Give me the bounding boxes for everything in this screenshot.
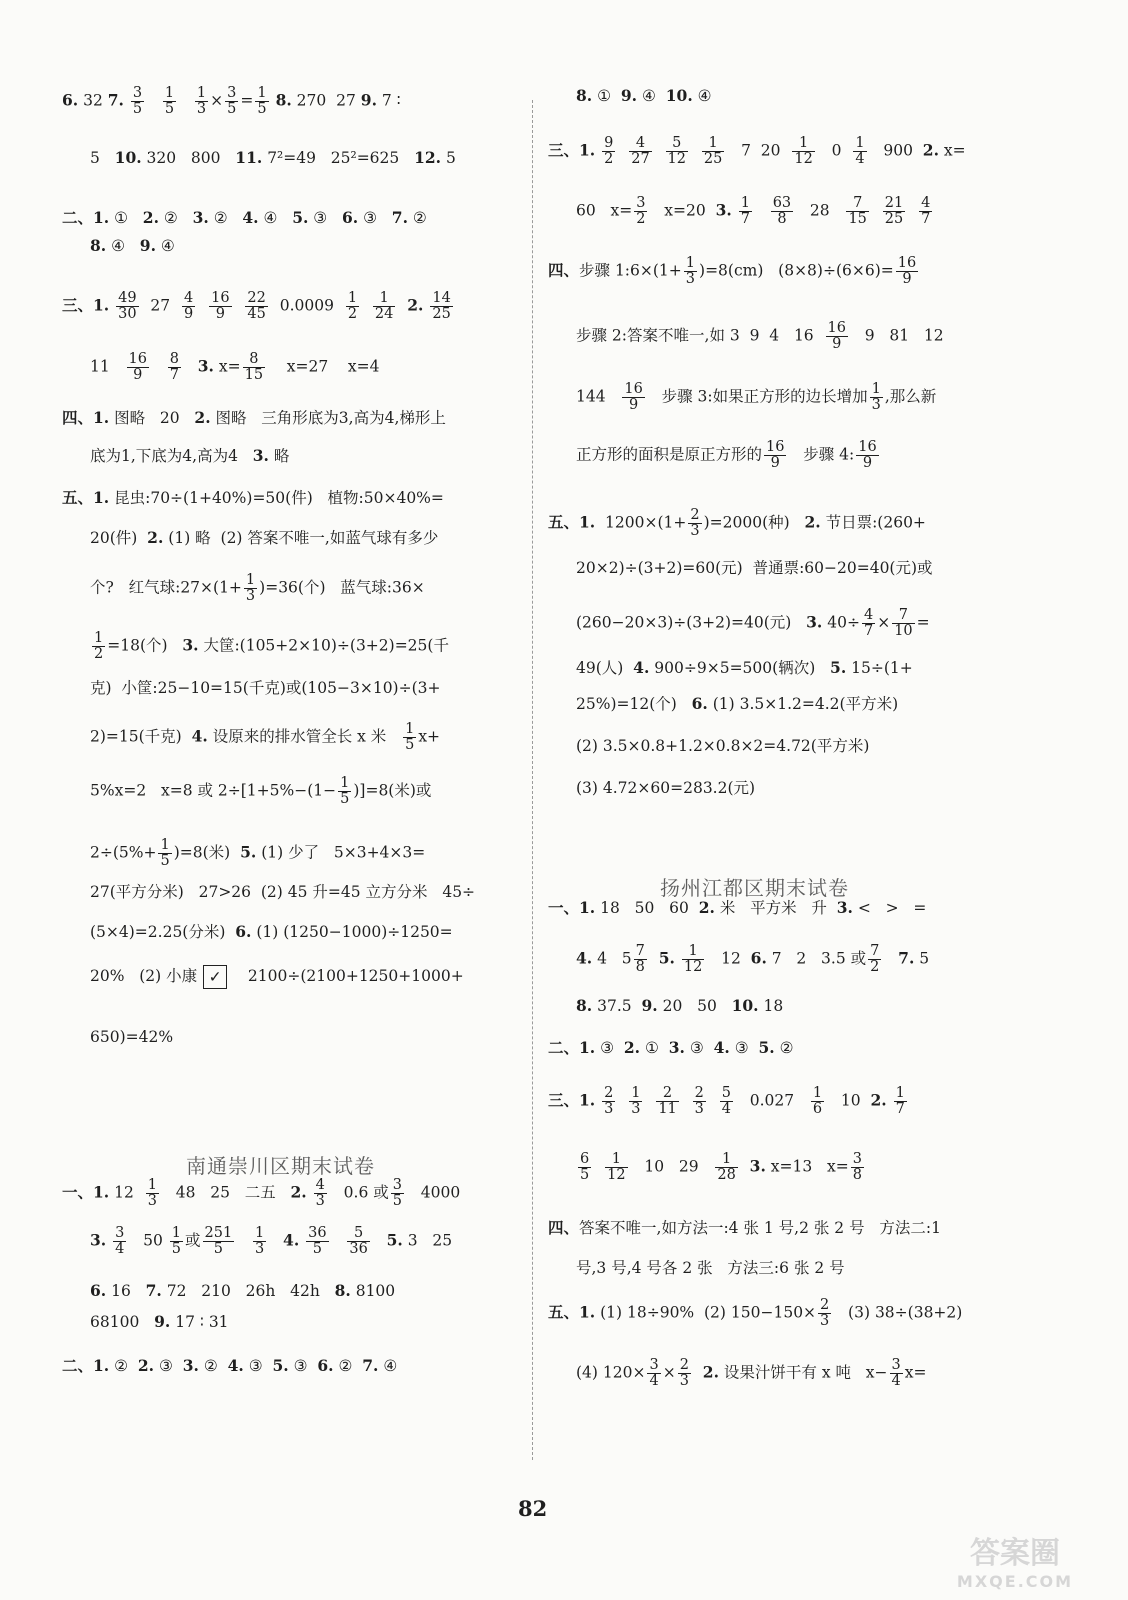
left-answer-line: 11 $\frac{16}{9}$ $\frac{8}{7}$ 3. x= $\frac{8}{15}$ x=27 x=4 bbox=[90, 351, 380, 384]
right-answer-line: 4. 4 5 $\frac{7}{8}$ 5. $\frac{1}{12}$ 12 6. 7 2 3.5 或 $\frac{7}{2}$ 7. 5 bbox=[576, 943, 930, 976]
right-answer-line: (4) 120× $\frac{3}{4}$ × $\frac{2}{3}$ 2. 设果汁饼干有 x 吨 x− $\frac{3}{4}$ x= bbox=[576, 1357, 927, 1390]
fraction: $\frac{2}{3}$ bbox=[679, 1357, 689, 1390]
left-answer-line: $\frac{1}{2}$ =18(个) 3. 大筐:(105+2×10)÷(3+2)=25(千 bbox=[94, 630, 449, 663]
right-answer-line: 五、1. 1200×(1+ $\frac{2}{3}$ )=2000(种) 2. 节日票:(260+ bbox=[548, 507, 926, 540]
fraction: $\frac{9}{2}$ bbox=[604, 135, 614, 168]
fraction: $\frac{14}{25}$ bbox=[432, 290, 451, 323]
fraction: $\frac{1}{5}$ bbox=[160, 837, 170, 870]
left-answer-line: 650)=42% bbox=[90, 1028, 174, 1046]
left-answer-line: 20(件) 2. (1) 略 (2) 答案不唯一,如蓝气球有多少 bbox=[90, 528, 439, 547]
right-answer-line: 144 $\frac{16}{9}$ 步骤 3:如果正方形的边长增加 $\frac{1}{3}$ ,那么新 bbox=[576, 381, 937, 414]
fraction: $\frac{3}{5}$ bbox=[227, 85, 237, 118]
fraction: $\frac{1}{5}$ bbox=[405, 721, 415, 754]
fraction: $\frac{5}{36}$ bbox=[349, 1225, 368, 1258]
fraction: $\frac{1}{28}$ bbox=[717, 1151, 736, 1184]
fraction: $\frac{1}{7}$ bbox=[740, 195, 750, 228]
fraction: $\frac{3}{4}$ bbox=[115, 1225, 125, 1258]
right-answer-line: 60 x= $\frac{3}{2}$ x=20 3. $\frac{1}{7}$ $\frac{63}{8}$ 28 $\frac{7}{15}$ $\frac{21}{25}$ $\frac{4}{7}$ bbox=[576, 195, 931, 228]
left-answer-line: 三、1. $\frac{49}{30}$ 27 $\frac{4}{9}$ $\frac{16}{9}$ $\frac{22}{45}$ 0.0009 $\frac{1}{2}$ $\frac{1}{24}$ 2. $\frac{14}{25}$ bbox=[62, 290, 451, 323]
fraction: $\frac{49}{30}$ bbox=[118, 290, 137, 323]
fraction: $\frac{1}{2}$ bbox=[94, 630, 104, 663]
fraction: $\frac{16}{9}$ bbox=[211, 290, 230, 323]
right-answer-line: $\frac{6}{5}$ $\frac{1}{12}$ 10 29 $\frac{1}{28}$ 3. x=13 x= $\frac{3}{8}$ bbox=[580, 1151, 862, 1184]
fraction: $\frac{1}{12}$ bbox=[794, 135, 813, 168]
fraction: $\frac{251}{5}$ bbox=[204, 1225, 233, 1258]
page-number: 82 bbox=[518, 1496, 548, 1521]
left-answer-line: 二、1. ① 2. ② 3. ② 4. ④ 5. ③ 6. ③ 7. ② bbox=[62, 208, 427, 227]
left-answer-line: 个? 红气球:27×(1+ $\frac{1}{3}$ )=36(个) 蓝气球:36× bbox=[90, 572, 425, 605]
left-answer-line: 68100 9. 17 ∶ 31 bbox=[90, 1312, 229, 1331]
left-answer-line: 6. 32 7. $\frac{3}{5}$ $\frac{1}{5}$ $\frac{1}{3}$ × $\frac{3}{5}$ = $\frac{1}{5}$ 8. 270 27 9. 7 ∶ bbox=[62, 85, 401, 118]
left-answer-line: 5%x=2 x=8 或 2÷[1+5%−(1− $\frac{1}{5}$ )]=8(米)或 bbox=[90, 775, 432, 808]
fraction: $\frac{16}{9}$ bbox=[897, 255, 917, 288]
fraction: $\frac{4}{9}$ bbox=[184, 290, 194, 323]
right-answer-line: (2) 3.5×0.8+1.2×0.8×2=4.72(平方米) bbox=[576, 737, 870, 755]
left-answer-line: 8. ④ 9. ④ bbox=[90, 236, 175, 255]
fraction: $\frac{3}{4}$ bbox=[891, 1357, 901, 1390]
left-answer-line: 3. $\frac{3}{4}$ 50 $\frac{1}{5}$ 或 $\frac{251}{5}$ $\frac{1}{3}$ 4. $\frac{36}{5}$ $\frac{5}{36}$ 5. 3 25 bbox=[90, 1225, 453, 1258]
fraction: $\frac{1}{3}$ bbox=[245, 572, 256, 605]
fraction: $\frac{4}{3}$ bbox=[315, 1177, 325, 1210]
fraction: $\frac{1}{24}$ bbox=[374, 290, 394, 323]
fraction: $\frac{1}{5}$ bbox=[340, 775, 350, 808]
fraction: $\frac{1}{3}$ bbox=[147, 1177, 157, 1210]
fraction: $\frac{16}{9}$ bbox=[827, 320, 846, 353]
right-answer-line: 25%)=12(个) 6. (1) 3.5×1.2=4.2(平方米) bbox=[576, 694, 899, 713]
fraction: $\frac{1}{25}$ bbox=[703, 135, 723, 168]
watermark-text: 答案圈 bbox=[970, 1536, 1060, 1571]
fraction: $\frac{22}{45}$ bbox=[247, 290, 266, 323]
left-answer-line: 四、1. 图略 20 2. 图略 三角形底为3,高为4,梯形上 bbox=[62, 408, 446, 427]
right-answer-line: 四、步骤 1:6×(1+ $\frac{1}{3}$ )=8(cm) (8×8)÷(6×6)= $\frac{16}{9}$ bbox=[548, 255, 917, 288]
fraction: $\frac{3}{4}$ bbox=[649, 1357, 659, 1390]
left-answer-line: 2)=15(千克) 4. 设原来的排水管全长 x 米 $\frac{1}{5}$ x+ bbox=[90, 721, 441, 754]
left-answer-line: 底为1,下底为4,高为4 3. 略 bbox=[90, 446, 290, 465]
fraction: $\frac{6}{5}$ bbox=[580, 1151, 590, 1184]
fraction: $\frac{1}{6}$ bbox=[812, 1085, 823, 1118]
right-answer-line: 四、答案不唯一,如方法一:4 张 1 号,2 张 2 号 方法二:1 bbox=[548, 1218, 941, 1237]
right-answer-line: 49(人) 4. 900÷9×5=500(辆次) 5. 15÷(1+ bbox=[576, 658, 913, 677]
watermark-url: MXQE.COM bbox=[956, 1572, 1074, 1591]
fraction: $\frac{2}{3}$ bbox=[820, 1297, 830, 1330]
fraction: $\frac{4}{27}$ bbox=[631, 135, 650, 168]
fraction: $\frac{1}{3}$ bbox=[196, 85, 207, 118]
fraction: $\frac{2}{3}$ bbox=[690, 507, 700, 540]
right-answer-line: 号,3 号,4 号各 2 张 方法三:6 张 2 号 bbox=[576, 1259, 845, 1277]
right-answer-line: 五、1. (1) 18÷90% (2) 150−150× $\frac{2}{3}$ (3) 38÷(38+2) bbox=[548, 1297, 963, 1330]
left-answer-line: 2÷(5%+ $\frac{1}{5}$ )=8(米) 5. (1) 少了 5×3+4×3= bbox=[90, 837, 426, 870]
fraction: $\frac{1}{3}$ bbox=[871, 381, 881, 414]
check-icon: ✓ bbox=[203, 965, 227, 989]
fraction: $\frac{7}{8}$ bbox=[635, 943, 645, 976]
right-answer-line: 8. ① 9. ④ 10. ④ bbox=[576, 86, 712, 105]
fraction: $\frac{1}{12}$ bbox=[683, 943, 703, 976]
fraction: $\frac{21}{25}$ bbox=[884, 195, 904, 228]
right-answer-line: 正方形的面积是原正方形的 $\frac{16}{9}$ 步骤 4: $\frac{16}{9}$ bbox=[576, 439, 877, 472]
fraction: $\frac{1}{12}$ bbox=[607, 1151, 626, 1184]
fraction: $\frac{2}{3}$ bbox=[604, 1085, 614, 1118]
right-answer-line: 一、1. 18 50 60 2. 米 平方米 升 3. < > = bbox=[548, 898, 927, 917]
fraction: $\frac{2}{11}$ bbox=[658, 1085, 677, 1118]
fraction: $\frac{1}{3}$ bbox=[631, 1085, 641, 1118]
fraction: $\frac{8}{7}$ bbox=[169, 351, 179, 384]
fraction: $\frac{16}{9}$ bbox=[858, 439, 877, 472]
right-answer-line: (260−20×3)÷(3+2)=40(元) 3. 40÷ $\frac{4}{7}$ × $\frac{7}{10}$ = bbox=[576, 607, 930, 640]
watermark-logo bbox=[930, 1528, 1100, 1594]
left-answer-line: (5×4)=2.25(分米) 6. (1) (1250−1000)÷1250= bbox=[90, 922, 453, 941]
fraction: $\frac{3}{2}$ bbox=[636, 195, 646, 228]
section-title-yangzhou: 扬州江都区期末试卷 bbox=[660, 876, 849, 900]
fraction: $\frac{16}{9}$ bbox=[766, 439, 785, 472]
right-answer-line: 三、1. $\frac{2}{3}$ $\frac{1}{3}$ $\frac{2}{11}$ $\frac{2}{3}$ $\frac{5}{4}$ 0.027 $\frac{1}{6}$ 10 2. $\frac{1}{7}$ bbox=[548, 1085, 905, 1118]
fraction: $\frac{1}{4}$ bbox=[855, 135, 865, 168]
fraction: $\frac{1}{3}$ bbox=[685, 255, 696, 288]
fraction: $\frac{7}{2}$ bbox=[870, 943, 880, 976]
fraction: $\frac{36}{5}$ bbox=[308, 1225, 327, 1258]
fraction: $\frac{16}{9}$ bbox=[624, 381, 643, 414]
fraction: $\frac{1}{3}$ bbox=[255, 1225, 265, 1258]
left-answer-line: 20% (2) 小康 ✓ 2100÷(2100+1250+1000+ bbox=[90, 964, 464, 989]
fraction: $\frac{1}{5}$ bbox=[171, 1225, 182, 1258]
left-answer-line: 5 10. 320 800 11. 7²=49 25²=625 12. 5 bbox=[90, 148, 456, 167]
fraction: $\frac{7}{15}$ bbox=[848, 195, 867, 228]
fraction: $\frac{3}{8}$ bbox=[852, 1151, 862, 1184]
fraction: $\frac{8}{15}$ bbox=[244, 351, 264, 384]
fraction: $\frac{63}{8}$ bbox=[772, 195, 792, 228]
left-answer-line: 二、1. ② 2. ③ 3. ② 4. ③ 5. ③ 6. ② 7. ④ bbox=[62, 1356, 398, 1375]
right-answer-line: 二、1. ③ 2. ① 3. ③ 4. ③ 5. ② bbox=[548, 1038, 794, 1057]
left-answer-line: 五、1. 昆虫:70÷(1+40%)=50(件) 植物:50×40%= bbox=[62, 488, 444, 507]
right-answer-line: (3) 4.72×60=283.2(元) bbox=[576, 779, 756, 797]
left-answer-line: 27(平方分米) 27>26 (2) 45 升=45 立方分米 45÷ bbox=[90, 883, 476, 901]
column-divider bbox=[532, 100, 533, 1460]
fraction: $\frac{1}{7}$ bbox=[895, 1085, 905, 1118]
section-title-nantong: 南通崇川区期末试卷 bbox=[186, 1154, 375, 1178]
fraction: $\frac{1}{5}$ bbox=[257, 85, 267, 118]
fraction: $\frac{1}{5}$ bbox=[164, 85, 175, 118]
fraction: $\frac{3}{5}$ bbox=[132, 85, 143, 118]
fraction: $\frac{5}{4}$ bbox=[721, 1085, 731, 1118]
fraction: $\frac{4}{7}$ bbox=[863, 607, 874, 640]
right-answer-line: 三、1. $\frac{9}{2}$ $\frac{4}{27}$ $\frac{5}{12}$ $\frac{1}{25}$ 7 20 $\frac{1}{12}$ 0 $\frac{1}{4}$ 900 2. x= bbox=[548, 135, 966, 168]
left-answer-line: 一、1. 12 $\frac{1}{3}$ 48 25 二五 2. $\frac{4}{3}$ 0.6 或 $\frac{3}{5}$ 4000 bbox=[62, 1177, 461, 1210]
fraction: $\frac{4}{7}$ bbox=[921, 195, 931, 228]
left-answer-line: 6. 16 7. 72 210 26h 42h 8. 8100 bbox=[90, 1281, 396, 1300]
fraction: $\frac{7}{10}$ bbox=[894, 607, 913, 640]
fraction: $\frac{16}{9}$ bbox=[128, 351, 147, 384]
fraction: $\frac{3}{5}$ bbox=[392, 1177, 402, 1210]
fraction: $\frac{5}{12}$ bbox=[667, 135, 686, 168]
fraction: $\frac{1}{2}$ bbox=[347, 290, 358, 323]
right-answer-line: 8. 37.5 9. 20 50 10. 18 bbox=[576, 996, 784, 1015]
left-answer-line: 克) 小筐:25−10=15(千克)或(105−3×10)÷(3+ bbox=[90, 679, 441, 697]
right-answer-line: 步骤 2:答案不唯一,如 3 9 4 16 $\frac{16}{9}$ 9 81 12 bbox=[576, 320, 944, 353]
fraction: $\frac{2}{3}$ bbox=[694, 1085, 704, 1118]
right-answer-line: 20×2)÷(3+2)=60(元) 普通票:60−20=40(元)或 bbox=[576, 559, 933, 577]
